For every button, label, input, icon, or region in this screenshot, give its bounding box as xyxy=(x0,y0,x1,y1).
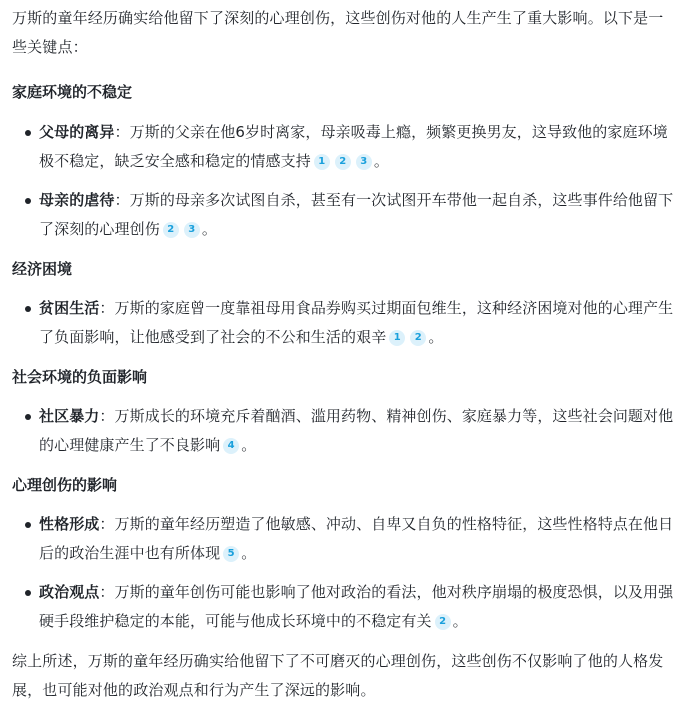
item-text: 万斯的童年创伤可能也影响了他对政治的看法，他对秩序崩塌的极度恐惧，以及用强硬手段维护稳定的本能，可能与他成长环境中的不稳定有关 xyxy=(39,583,674,630)
section-heading-family: 家庭环境的不稳定 xyxy=(12,83,133,101)
citation-badge[interactable]: 4 xyxy=(223,438,239,454)
bullet-icon xyxy=(25,590,31,596)
citation-badge[interactable]: 1 xyxy=(389,330,405,346)
citation-badge[interactable]: 5 xyxy=(223,546,239,562)
list-item xyxy=(39,510,679,568)
section-heading-society: 社会环境的负面影响 xyxy=(12,368,148,386)
citation-badge[interactable]: 2 xyxy=(335,154,351,170)
item-separator: ： xyxy=(99,515,115,533)
citation-badge[interactable]: 1 xyxy=(314,154,330,170)
bullet-icon xyxy=(25,306,31,312)
list-item xyxy=(39,402,679,460)
item-text: 万斯的母亲多次试图自杀，甚至有一次试图开车带他一起自杀，这些事件给他留下了深刻的心理创伤 xyxy=(39,191,674,238)
item-term: 父母的离异 xyxy=(39,123,115,141)
list-item xyxy=(39,578,679,636)
item-separator: ： xyxy=(99,407,115,425)
item-term: 社区暴力 xyxy=(39,407,100,425)
citation-badge[interactable]: 2 xyxy=(163,222,179,238)
item-term: 政治观点 xyxy=(39,583,100,601)
item-text: 万斯成长的环境充斥着酗酒、滥用药物、精神创伤、家庭暴力等，这些社会问题对他的心理健康产生了不良影响 xyxy=(39,407,674,454)
item-separator: ： xyxy=(99,583,115,601)
section-heading-impact: 心理创伤的影响 xyxy=(12,476,118,494)
list-item xyxy=(39,186,679,244)
bullet-icon xyxy=(25,414,31,420)
item-separator: ： xyxy=(114,123,130,141)
item-end: 。 xyxy=(373,152,389,170)
item-separator: ： xyxy=(114,191,130,209)
citation-badge[interactable]: 3 xyxy=(356,154,372,170)
item-text: 万斯的父亲在他6岁时离家，母亲吸毒上瘾，频繁更换男友，这导致他的家庭环境极不稳定，缺乏安全感和稳定的情感支持 xyxy=(39,123,668,170)
item-term: 性格形成 xyxy=(39,515,100,533)
citation-badge[interactable]: 2 xyxy=(435,614,451,630)
bullet-icon xyxy=(25,198,31,204)
item-text: 万斯的家庭曾一度靠祖母用食品券购买过期面包维生，这种经济困境对他的心理产生了负面影响，让他感受到了社会的不公和生活的艰辛 xyxy=(39,299,674,346)
list-item xyxy=(39,118,679,176)
item-end: 。 xyxy=(428,328,444,346)
item-end: 。 xyxy=(241,436,257,454)
item-separator: ： xyxy=(99,299,115,317)
item-end: 。 xyxy=(241,544,257,562)
bullet-icon xyxy=(25,522,31,528)
item-text: 万斯的童年经历塑造了他敏感、冲动、自卑又自负的性格特征，这些性格特点在他日后的政治生涯中也有所体现 xyxy=(39,515,674,562)
item-term: 贫困生活 xyxy=(39,299,100,317)
item-end: 。 xyxy=(452,612,468,630)
section-heading-economy: 经济困境 xyxy=(12,260,73,278)
list-item xyxy=(39,294,679,352)
intro-paragraph: 万斯的童年经历确实给他留下了深刻的心理创伤，这些创伤对他的人生产生了重大影响。以下是一些关键点： xyxy=(12,9,664,56)
item-end: 。 xyxy=(201,220,217,238)
conclusion-paragraph: 综上所述，万斯的童年经历确实给他留下了不可磨灭的心理创伤，这些创伤不仅影响了他的人格发展，也可能对他的政治观点和行为产生了深远的影响。 xyxy=(12,652,664,699)
citation-badge[interactable]: 3 xyxy=(184,222,200,238)
item-term: 母亲的虐待 xyxy=(39,191,115,209)
citation-badge[interactable]: 2 xyxy=(410,330,426,346)
bullet-icon xyxy=(25,130,31,136)
